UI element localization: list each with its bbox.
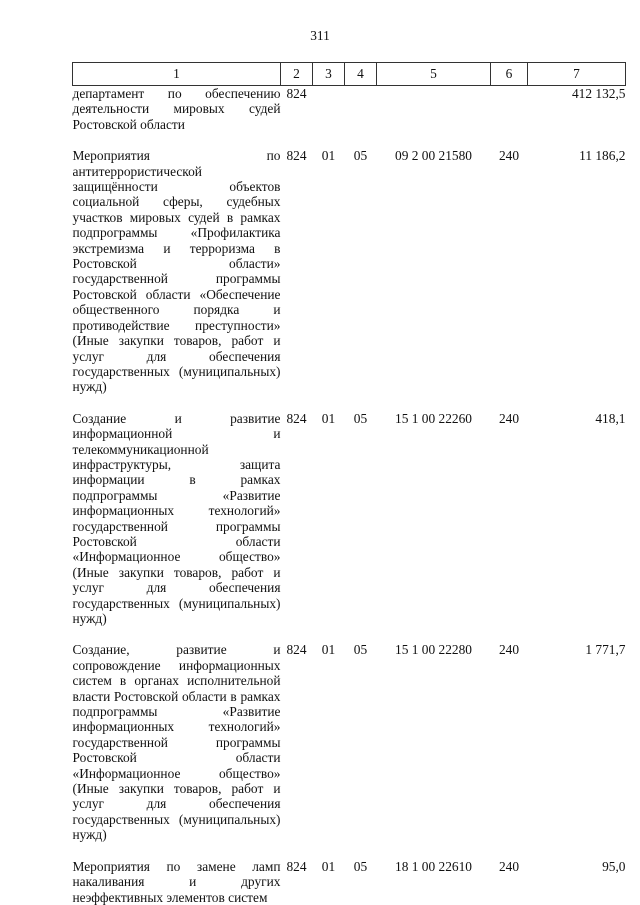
row-vr: 240 xyxy=(498,858,520,874)
row-razdel xyxy=(313,86,345,149)
row-vr: 240 xyxy=(498,148,520,164)
table-row xyxy=(73,86,626,149)
header-col-podrazdel: 4 xyxy=(345,63,377,86)
row-csr: 15 1 00 22280 xyxy=(395,642,472,658)
row-amount: 11 186,2 xyxy=(579,148,626,164)
header-col-vr: 6 xyxy=(491,63,528,86)
row-vedomstvo: 824 xyxy=(286,410,307,426)
table-row xyxy=(73,642,626,858)
row-podrazdel xyxy=(345,86,377,149)
row-podrazdel: 05 xyxy=(353,410,368,426)
row-podrazdel: 05 xyxy=(353,642,368,658)
row-amount: 95,0 xyxy=(602,858,626,874)
row-amount: 412 132,5 xyxy=(571,86,626,101)
row-name: Мероприятия по замене ламп накаливания и других неэффективных элементов систем xyxy=(72,858,281,905)
row-razdel: 01 xyxy=(321,410,336,426)
header-col-name: 1 xyxy=(73,63,281,86)
header-col-razdel: 3 xyxy=(313,63,345,86)
table-row xyxy=(73,148,626,411)
header-col-amount: 7 xyxy=(528,63,626,86)
row-amount: 418,1 xyxy=(595,410,626,426)
row-name: Создание и развитие информационной и телекоммуникационной инфраструктуры, защита информации в рамках подпрограммы «Развитие информационных технологий» государственной программы Ростовской области «Информационное общество» (Иные закупки товаров, работ и услуг для обеспечения государственных (муниципальных) нужд) xyxy=(72,410,281,626)
row-name: Создание, развитие и сопровождение информационных систем в органах исполнительной власти Ростовской области в рамках подпрограммы «Развитие информационных технологий» государственной программы Ростовской области «Информационное общество» (Иные закупки товаров, работ и услуг для обеспечения государственных (муниципальных) нужд) xyxy=(72,642,281,843)
header-row xyxy=(73,63,626,86)
row-podrazdel: 05 xyxy=(353,148,368,164)
row-vedomstvo: 824 xyxy=(286,858,307,874)
row-vedomstvo: 824 xyxy=(286,148,307,164)
row-vr: 240 xyxy=(498,642,520,658)
row-vr: 240 xyxy=(498,410,520,426)
row-name: департамент по обеспечению деятельности мировых судей Ростовской области xyxy=(72,86,281,132)
row-vedomstvo: 824 xyxy=(286,86,307,101)
row-csr xyxy=(377,86,491,149)
row-razdel: 01 xyxy=(321,858,336,874)
row-razdel: 01 xyxy=(321,642,336,658)
row-amount: 1 771,7 xyxy=(585,642,626,658)
row-podrazdel: 05 xyxy=(353,858,368,874)
row-vr xyxy=(491,86,528,149)
page-number: 311 xyxy=(310,28,330,43)
row-csr: 18 1 00 22610 xyxy=(395,858,472,874)
budget-table xyxy=(72,62,626,905)
table-row xyxy=(73,859,626,905)
row-name: Мероприятия по антитеррористической защищённости объектов социальной сферы, судебных участков мировых судей в рамках подпрограммы «Профилактика экстремизма и терроризма в Ростовской области» государственной программы Ростовской области «Обеспечение общественного порядка и противодействие преступности» (Иные закупки товаров, работ и услуг для обеспечения государственных (муниципальных) нужд) xyxy=(72,148,281,395)
row-csr: 09 2 00 21580 xyxy=(395,148,472,164)
table-row xyxy=(73,411,626,643)
header-col-vedomstvo: 2 xyxy=(281,63,313,86)
row-csr: 15 1 00 22260 xyxy=(395,410,472,426)
row-razdel: 01 xyxy=(321,148,336,164)
header-col-csr: 5 xyxy=(377,63,491,86)
row-vedomstvo: 824 xyxy=(286,642,307,658)
